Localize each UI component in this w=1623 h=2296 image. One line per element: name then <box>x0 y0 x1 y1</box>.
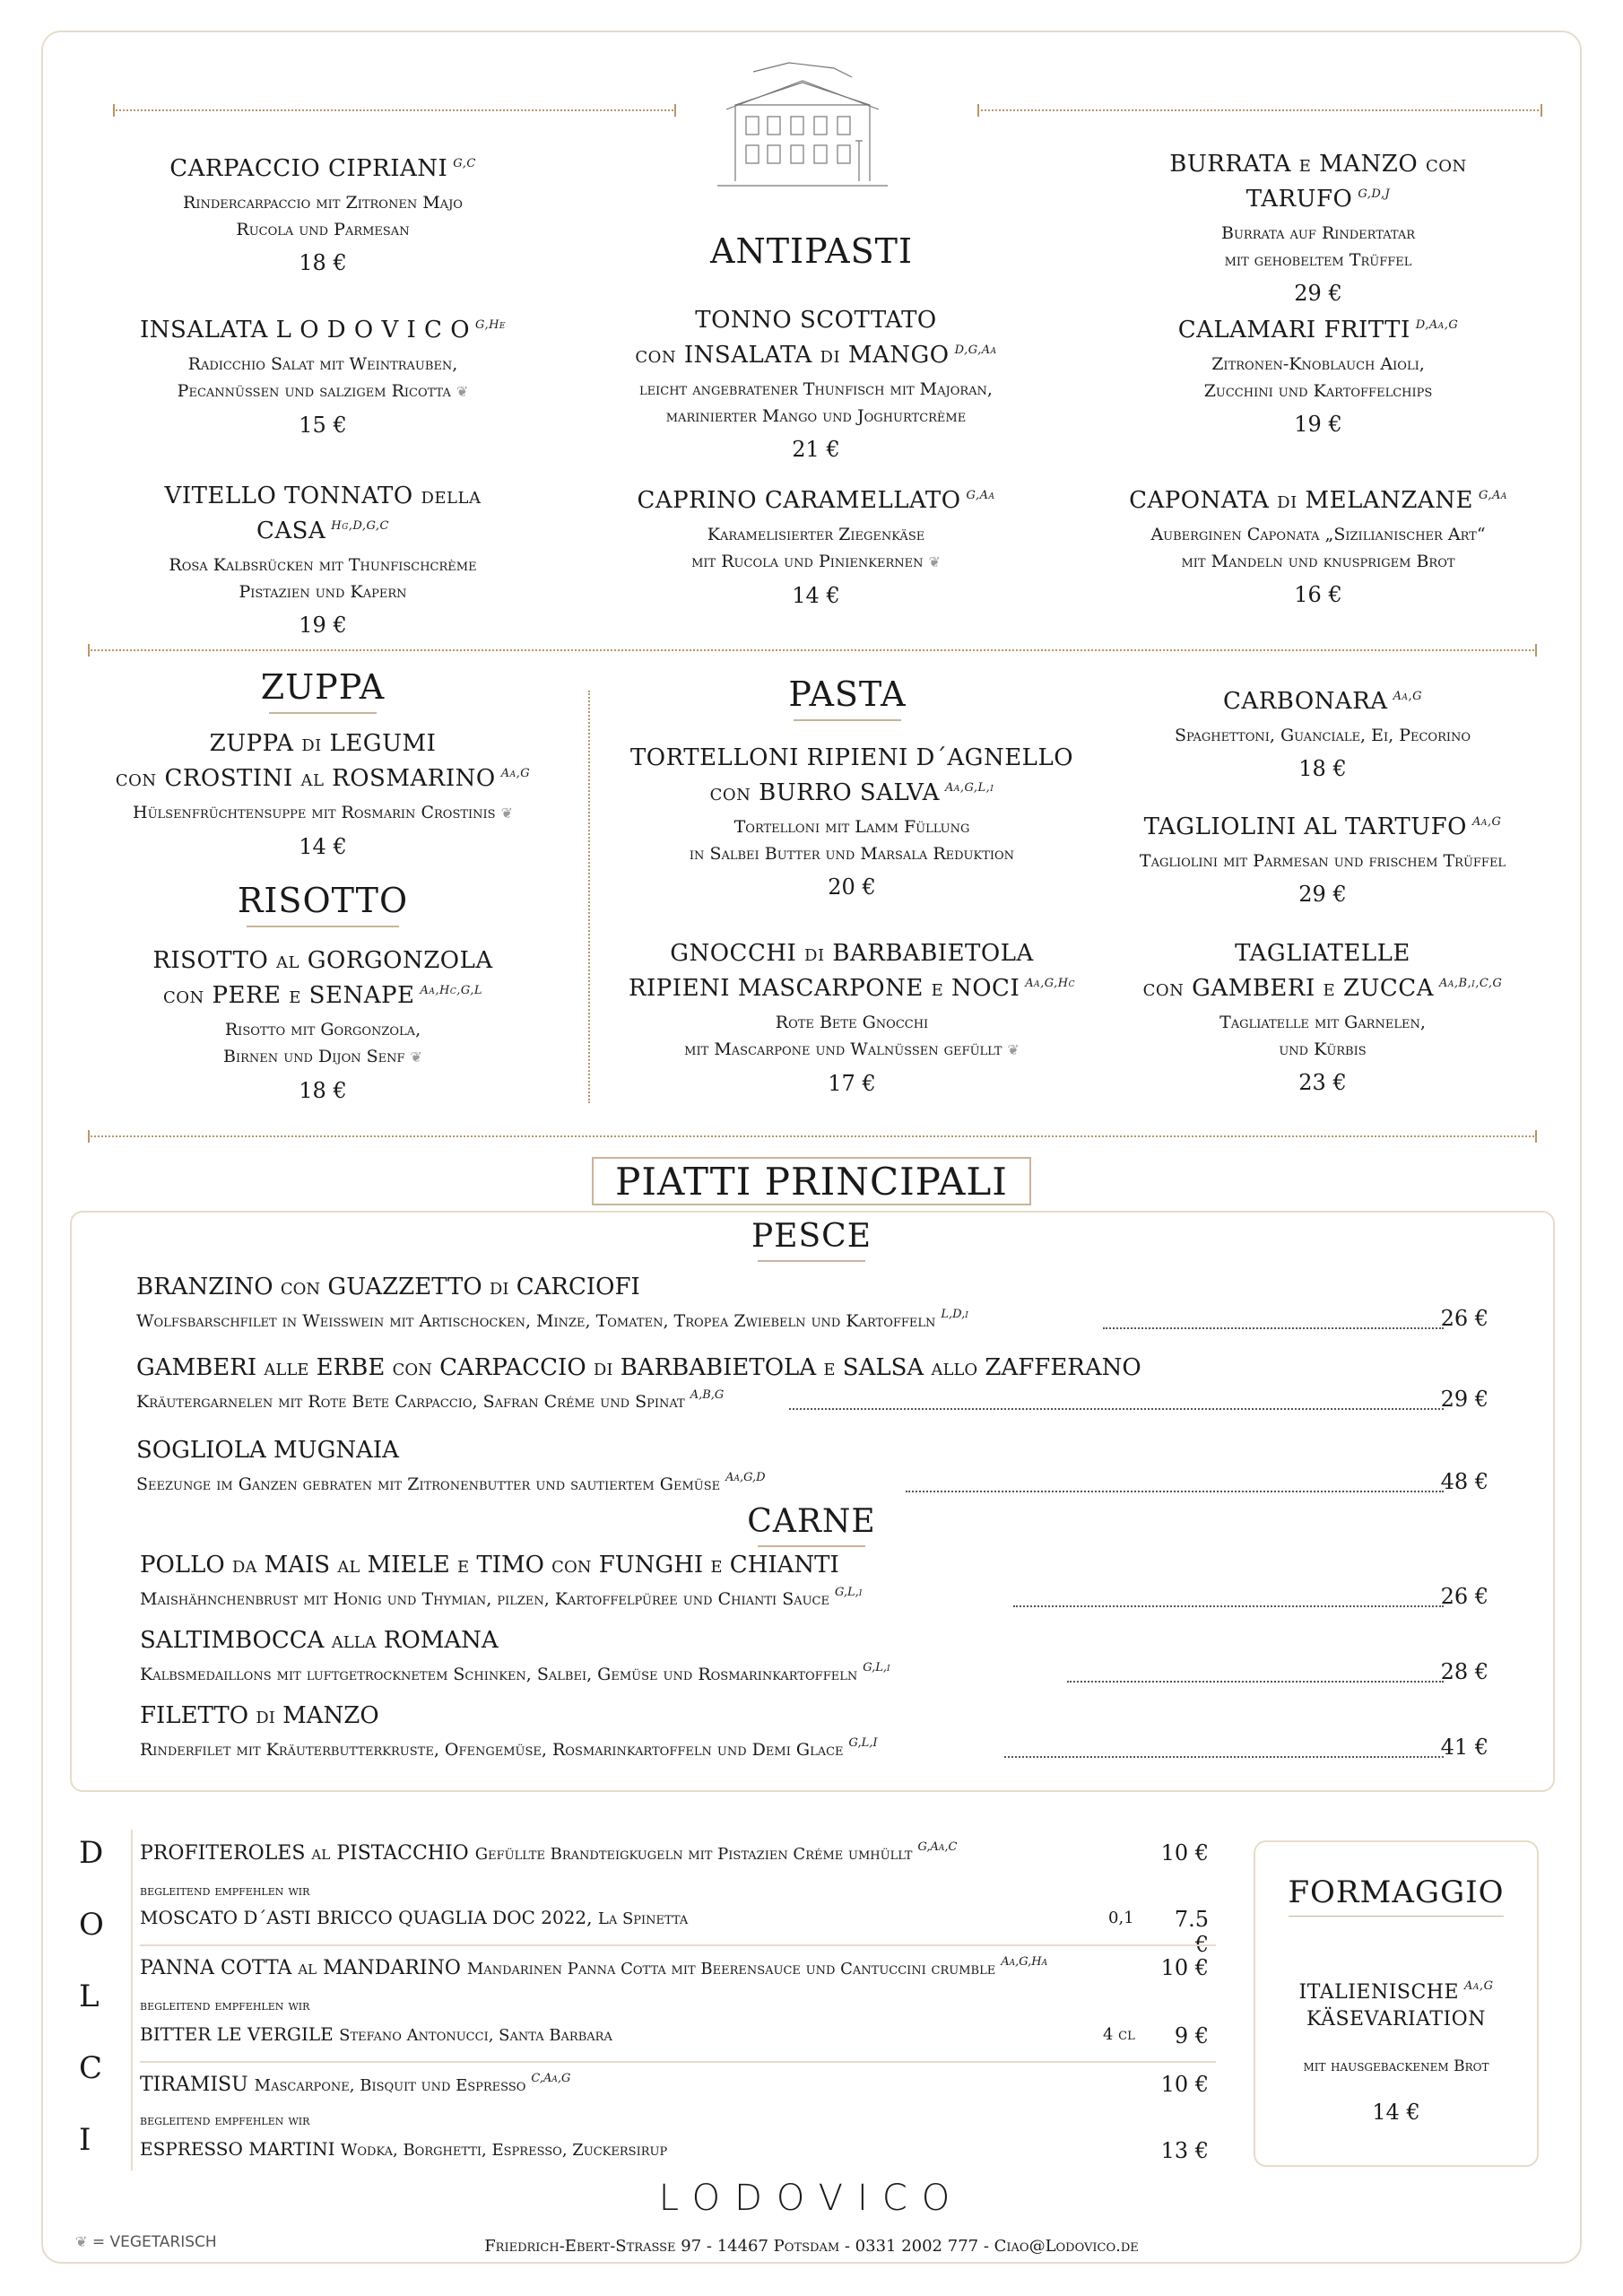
pesce-item-price: 29 € <box>1440 1387 1488 1412</box>
pairing-qty: 0,1 <box>1108 1909 1134 1927</box>
dolci-letter: I <box>79 2122 93 2158</box>
footer-address: Friedrich-Ebert-Strasse 97 - 14467 Potsdam - 0331 2002 777 - Ciao@Lodovico.de <box>484 2237 1139 2256</box>
vegetarian-legend: ❦ = VEGETARISCH <box>75 2233 217 2251</box>
antipasti-item: CALAMARI FRITTI $^{D,Aa,G}$ Zitronen-Knoblauch Aioli, Zucchini und Kartoffelchips 19 € <box>1177 317 1459 437</box>
pesce-item-price: 26 € <box>1440 1306 1488 1331</box>
dolci-item-price: 10 € <box>1160 2072 1209 2097</box>
dolci-divider <box>131 1830 133 2170</box>
vertical-divider <box>588 691 590 1103</box>
pesce-item-desc: Kräutergarnelen mit Rote Bete Carpaccio, Safran Créme und Spinat $^{A,B,G}$ <box>136 1388 725 1412</box>
price-leader <box>1013 1605 1444 1607</box>
pesce-item-desc: Seezunge im Ganzen gebraten mit Zitronenbutter und sautiertem Gemüse $^{Aa,G,D}$ <box>136 1471 766 1494</box>
pasta-item: TORTELLONI RIPIENI D´AGNELLO con BURRO SALVA $^{Aa,G,L,i}$ Tortelloni mit Lamm Füllung in Salbei Butter und Marsala Reduktion 20 € <box>629 744 1074 900</box>
price-leader <box>906 1491 1444 1492</box>
antipasti-title: ANTIPASTI <box>710 231 913 271</box>
pairing-label: begleitend empfehlen wir <box>140 1996 310 2013</box>
carne-item-desc: Maishähnchenbrust mit Honig und Thymian, pilzen, Kartoffelpüree und Chianti Sauce $^{G,L,i}$ <box>140 1586 863 1609</box>
pasta-item: GNOCCHI di BARBABIETOLA RIPIENI MASCARPONE e NOCI $^{Aa,G,Hc}$ Rote Bete Gnocchi mit Mascarpone und Walnüssen gefüllt ❦ 17 € <box>628 940 1076 1096</box>
antipasti-item: VITELLO TONNATO della CASA $^{Hg,D,G,C}$ Rosa Kalbsrücken mit Thunfischcrème Pistazien und Kapern 19 € <box>164 483 482 638</box>
antipasti-item: TONNO SCOTTATO con INSALATA di MANGO $^{D,G,Aa}$ leicht angebratener Thunfisch mit Majoran, marinierter Mango und Joghurtcrème 21 € <box>635 307 997 462</box>
antipasti-item: CAPRINO CARAMELLATO $^{G,Aa}$ Karamelisierter Ziegenkäse mit Rucola und Pinienkernen ❦ 14 € <box>637 487 995 608</box>
antipasti-item: BURRATA e MANZO con TARUFO $^{G,D,J}$ Burrata auf Rindertatar mit gehobeltem Trüffel 29 € <box>1169 151 1467 306</box>
vegetarian-leaf-icon: ❦ <box>456 383 469 400</box>
pairing-qty: 4 cl <box>1103 2025 1135 2044</box>
price-leader <box>1103 1327 1444 1329</box>
section-divider <box>88 1135 1537 1137</box>
pairing-cocktail: ESPRESSO MARTINI Wodka, Borghetti, Espresso, Zuckersirup <box>140 2138 668 2160</box>
vegetarian-leaf-icon: ❦ <box>928 553 941 570</box>
pesce-item-name: BRANZINO con GUAZZETTO di CARCIOFI <box>136 1274 640 1300</box>
dolci-item-name: PANNA COTTA al MANDARINO Mandarinen Panna Cotta mit Beerensauce und Cantuccini crumble $^{Aa,G,Ha}$ <box>140 1955 1048 1979</box>
carne-item-price: 41 € <box>1440 1735 1488 1760</box>
vegetarian-leaf-icon: ❦ <box>1007 1041 1020 1058</box>
pairing-wine: BITTER LE VERGILE Stefano Antonucci, Santa Barbara <box>140 2023 612 2045</box>
zuppa-title: ZUPPA <box>206 667 439 714</box>
carne-item-name: SALTIMBOCCA alla ROMANA <box>140 1627 499 1654</box>
dolci-row-divider <box>140 2061 1216 2063</box>
pesce-item-name: SOGLIOLA MUGNAIA <box>136 1437 399 1464</box>
risotto-title: RISOTTO <box>206 881 439 927</box>
dolci-letter: O <box>79 1907 106 1943</box>
carne-item-name: POLLO da MAIS al MIELE e TIMO con FUNGHI e CHIANTI <box>140 1552 839 1578</box>
price-leader <box>1067 1681 1444 1683</box>
vegetarian-leaf-icon: ❦ <box>75 2233 88 2250</box>
dolci-letter: L <box>79 1979 101 2014</box>
carne-item-price: 28 € <box>1440 1659 1488 1684</box>
antipasti-item: CARPACCIO CIPRIANI $^{G,C}$ Rindercarpaccio mit Zitronen Majo Rucola und Parmesan 18 € <box>169 155 476 275</box>
pasta-title: PASTA <box>717 674 977 721</box>
carne-item-desc: Kalbsmedaillons mit luftgetrocknetem Schinken, Salbei, Gemüse und Rosmarinkartoffeln $^{G,L,i}$ <box>140 1661 890 1684</box>
vegetarian-leaf-icon: ❦ <box>410 1048 422 1065</box>
building-illustration-icon <box>717 56 888 190</box>
pasta-item: CARBONARA $^{Aa,G}$ Spaghettoni, Guanciale, Ei, Pecorino 18 € <box>1174 688 1471 781</box>
antipasti-item: CAPONATA di MELANZANE $^{G,Aa}$ Auberginen Caponata „Sizilianischer Art“ mit Mandeln und knusprigem Brot 16 € <box>1129 487 1507 607</box>
top-divider-left <box>113 109 676 111</box>
carne-item-desc: Rinderfilet mit Kräuterbutterkruste, Ofengemüse, Rosmarinkartoffeln und Demi Glace $^{G,L,I}$ <box>140 1736 878 1760</box>
pesce-title: PESCE <box>699 1218 924 1262</box>
brand-logo: LODOVICO <box>658 2178 965 2219</box>
pairing-wine: MOSCATO D´ASTI BRICCO QUAGLIA DOC 2022, La Spinetta <box>140 1907 689 1928</box>
formaggio-item: ITALIENISCHE $^{Aa,G}$ KÄSEVARIATION mit hausgebackenem Brot 14 € <box>1298 1979 1494 2125</box>
pairing-label: begleitend empfehlen wir <box>140 1882 310 1899</box>
price-leader <box>789 1408 1444 1410</box>
pesce-item-price: 48 € <box>1440 1469 1488 1494</box>
antipasti-item: INSALATA L O D O V I C O $^{G,He}$ Radicchio Salat mit Weintrauben, Pecannüssen und salzigem Ricotta ❦ 15 € <box>139 317 506 438</box>
pasta-item: TAGLIOLINI AL TARTUFO $^{Aa,G}$ Tagliolini mit Parmesan und frischem Trüffel 29 € <box>1139 813 1506 907</box>
dolci-item-name: TIRAMISU Mascarpone, Bisquit und Espresso $^{C,Aa,G}$ <box>140 2072 571 2096</box>
carne-item-price: 26 € <box>1440 1584 1488 1609</box>
dolci-item-name: PROFITEROLES al PISTACCHIO Gefüllte Brandteigkugeln mit Pistazien Créme umhüllt $^{G,Aa,C}$ <box>140 1840 958 1865</box>
price-leader <box>1004 1756 1444 1758</box>
zuppa-item: ZUPPA di LEGUMI con CROSTINI al ROSMARINO $^{Aa,G}$ Hülsenfrüchtensuppe mit Rosmarin Crostinis ❦ 14 € <box>115 730 531 859</box>
dolci-row-divider <box>140 1944 1216 1946</box>
pesce-item-name: GAMBERI alle ERBE con CARPACCIO di BARBABIETOLA e SALSA allo ZAFFERANO <box>136 1354 1141 1381</box>
pesce-item-desc: Wolfsbarschfilet in Weisswein mit Artischocken, Minze, Tomaten, Tropea Zwiebeln und Kartoffeln $^{L,D,i}$ <box>136 1308 968 1331</box>
formaggio-title: FORMAGGIO <box>1255 1874 1537 1917</box>
top-divider-right <box>977 109 1542 111</box>
vegetarian-leaf-icon: ❦ <box>500 804 513 822</box>
dolci-letter: C <box>79 2050 105 2086</box>
pairing-label: begleitend empfehlen wir <box>140 2111 310 2128</box>
principali-title: PIATTI PRINCIPALI <box>592 1157 1031 1205</box>
carne-item-name: FILETTO di MANZO <box>140 1702 379 1729</box>
pasta-item: TAGLIATELLE con GAMBERI e ZUCCA $^{Aa,B,i,C,G}$ Tagliatelle mit Garnelen, und Kürbis 23 € <box>1142 940 1503 1095</box>
pairing-price: 13 € <box>1160 2138 1209 2163</box>
dolci-letter: D <box>79 1835 106 1871</box>
dolci-item-price: 10 € <box>1160 1955 1209 1980</box>
section-divider <box>88 649 1537 651</box>
pairing-price: 7.5 € <box>1174 1907 1209 1957</box>
carne-title: CARNE <box>699 1503 924 1547</box>
dolci-item-price: 10 € <box>1160 1840 1209 1866</box>
risotto-item: RISOTTO al GORGONZOLA con PERE e SENAPE $^{Aa,Hc,G,L}$ Risotto mit Gorgonzola, Birnen und Dijon Senf ❦ 18 € <box>152 947 493 1103</box>
pairing-price: 9 € <box>1174 2023 1209 2048</box>
